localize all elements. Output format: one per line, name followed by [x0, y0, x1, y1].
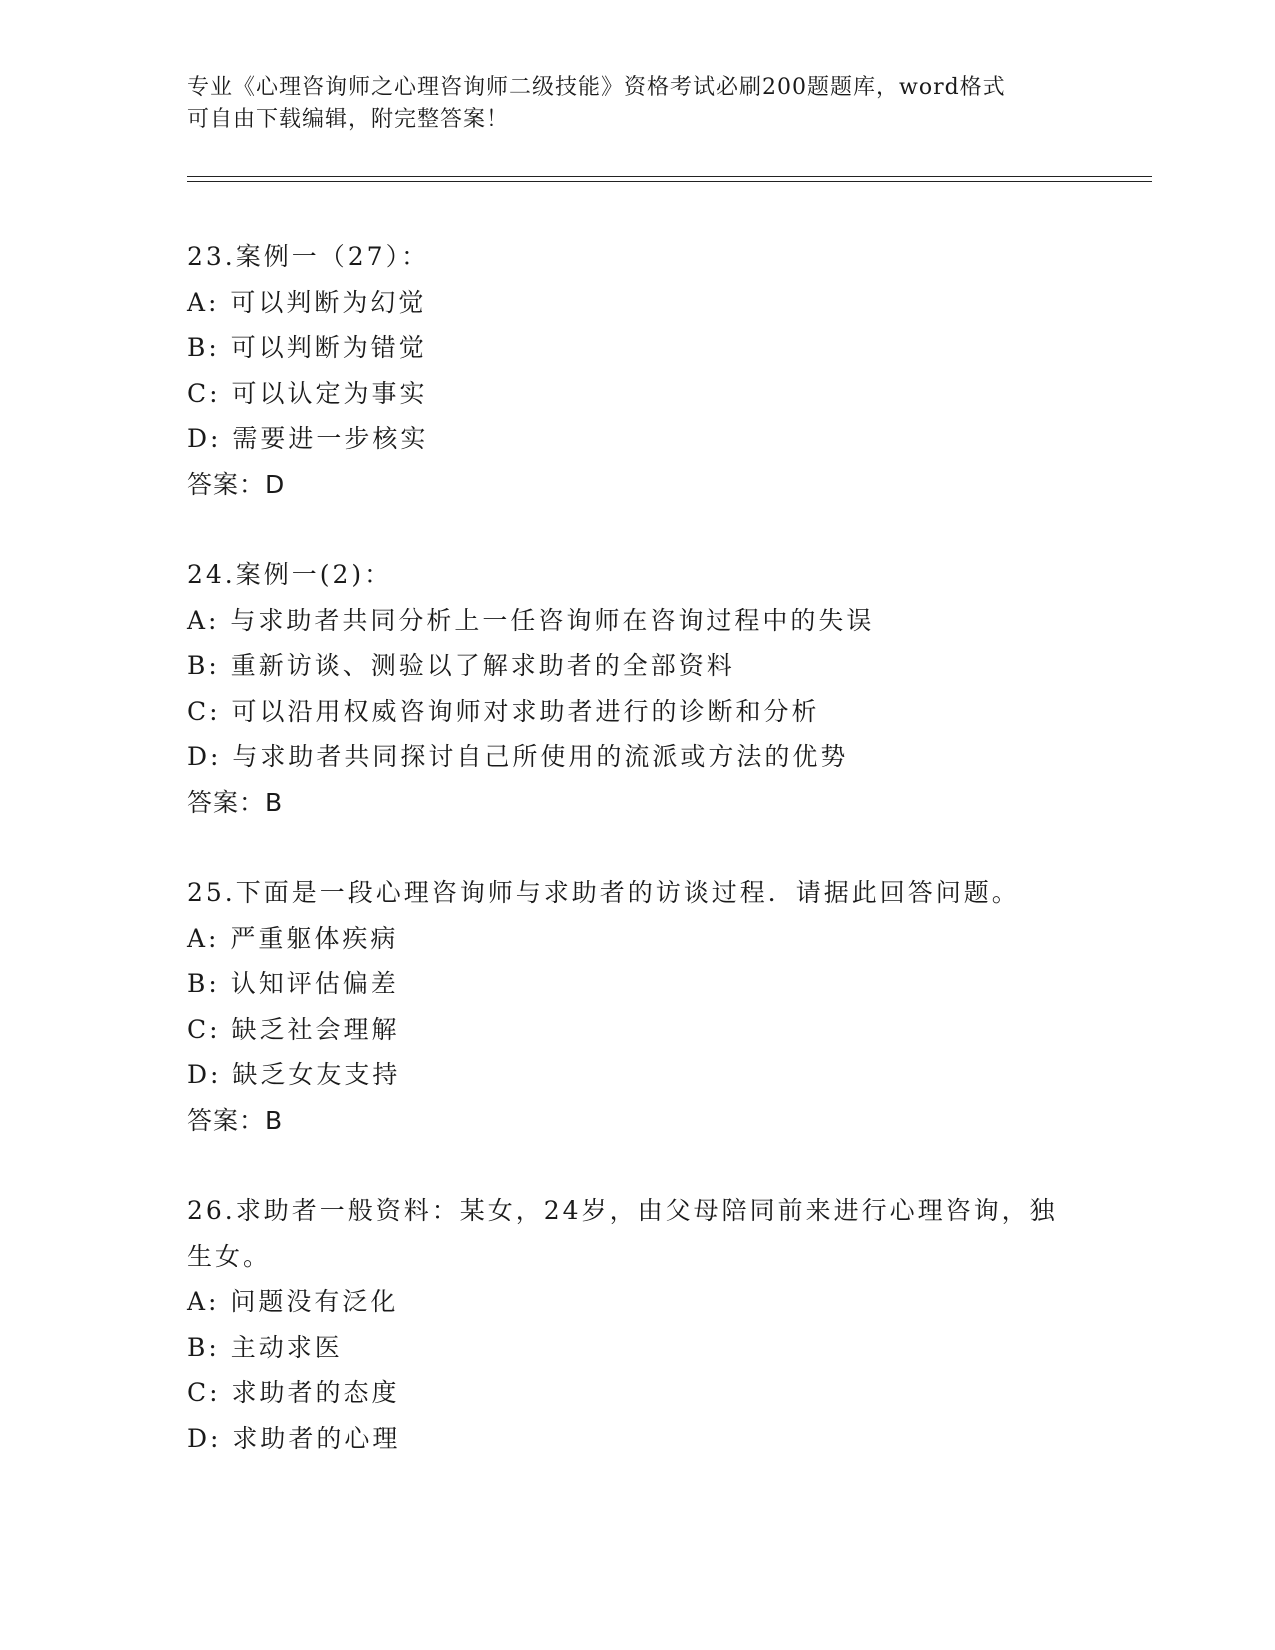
- option-a: A: 与求助者共同分析上一任咨询师在咨询过程中的失误: [187, 605, 875, 635]
- option-c: C: 求助者的态度: [187, 1378, 400, 1407]
- header-title-line-1: 专业《心理咨询师之心理咨询师二级技能》资格考试必刷200题题库，word格式: [187, 75, 1006, 100]
- option-d: D: 需要进一步核实: [187, 424, 429, 453]
- question-24: [187, 552, 1087, 825]
- option-b: B: 可以判断为错觉: [187, 333, 427, 362]
- option-d: D: 与求助者共同探讨自己所使用的流派或方法的优势: [187, 742, 849, 771]
- option-a: A: 严重躯体疾病: [187, 923, 399, 953]
- question-stem: 23.案例一（27）：: [187, 242, 430, 271]
- option-c: C: 可以认定为事实: [187, 378, 428, 408]
- option-c: C: 缺乏社会理解: [187, 1014, 400, 1044]
- option-a: A: 可以判断为幻觉: [187, 287, 427, 317]
- option-b: B: 认知评估偏差: [187, 969, 399, 998]
- option-b: B: 重新访谈、测验以了解求助者的全部资料: [187, 651, 735, 680]
- header-divider-top: [187, 176, 1152, 177]
- question-25: [187, 870, 1087, 1143]
- question-23: [187, 234, 1087, 507]
- header-title-line-2: 可自由下载编辑，附完整答案！: [187, 107, 510, 132]
- question-stem: 25.下面是一段心理咨询师与求助者的访谈过程．请据此回答问题。: [187, 878, 1020, 907]
- question-stem-line-1: 26.求助者一般资料：某女，24岁，由父母陪同前来进行心理咨询，独: [187, 1196, 1058, 1225]
- option-d: D: 缺乏女友支持: [187, 1060, 401, 1089]
- answer: 答案：D: [187, 469, 286, 499]
- answer: 答案：B: [187, 1105, 284, 1135]
- answer: 答案：B: [187, 787, 284, 817]
- question-stem: 24.案例一(2)：: [187, 560, 393, 589]
- option-d: D: 求助者的心理: [187, 1423, 401, 1453]
- option-c: C: 可以沿用权威咨询师对求助者进行的诊断和分析: [187, 696, 820, 726]
- header-divider-bottom: [187, 181, 1152, 182]
- option-a: A: 问题没有泛化: [187, 1287, 399, 1316]
- question-26: [187, 1188, 1087, 1461]
- document-header: [187, 72, 1087, 136]
- option-b: B: 主动求医: [187, 1332, 343, 1362]
- question-stem-line-2: 生女。: [187, 1241, 272, 1271]
